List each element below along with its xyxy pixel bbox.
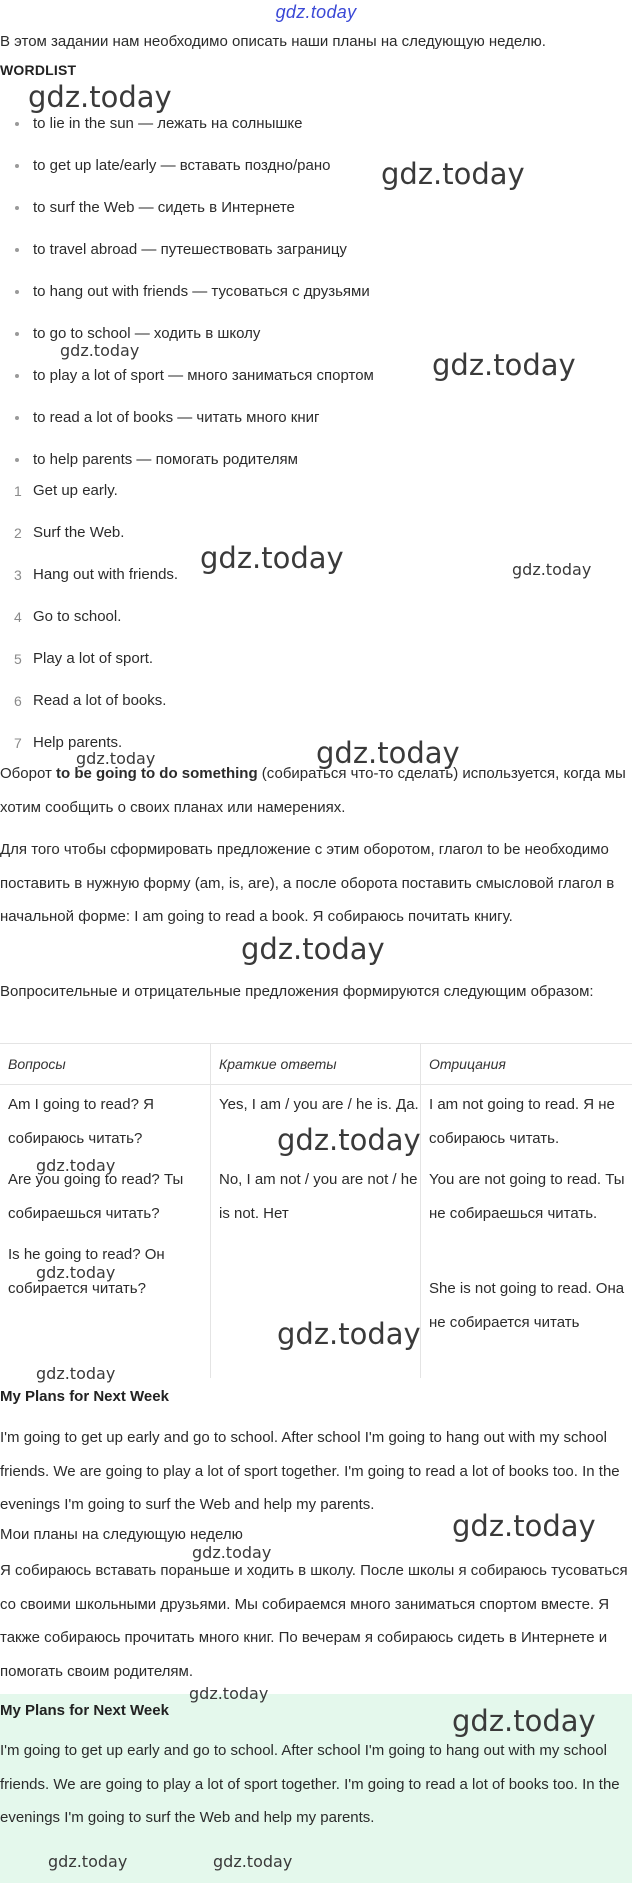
table-cell: Am I going to read? Я собираюсь читать? xyxy=(8,1096,154,1147)
table-column-questions xyxy=(0,1044,210,1378)
watermark: gdz.today xyxy=(192,1543,272,1562)
page-header xyxy=(0,0,632,30)
table-header: Краткие ответы xyxy=(219,1056,337,1072)
bullet-icon xyxy=(15,416,19,420)
grammar-paragraph-3: Вопросительные и отрицательные предложения формируются следующим образом: xyxy=(0,983,594,1000)
bullet-icon xyxy=(15,458,19,462)
watermark: gdz.today xyxy=(36,1263,116,1282)
watermark: gdz.today xyxy=(76,749,156,768)
table-cell: No, I am not / you are not / he is not. Нет xyxy=(219,1171,418,1222)
table-cell: I am not going to read. Я не собираюсь читать. xyxy=(429,1096,615,1147)
grammar-paragraph-2: Для того чтобы сформировать предложение с этим оборотом, глагол to be необходимо поставить в нужную форму (am, is, are), а после оборота поставить смысловой глагол в начальной форме: I am going to read a book. Я собираюсь почитать книгу. xyxy=(0,841,615,925)
watermark: gdz.today xyxy=(512,560,592,579)
plans-en-title: My Plans for Next Week xyxy=(0,1388,169,1405)
watermark: gdz.today xyxy=(381,157,525,191)
table-cell: Yes, I am / you are / he is. Да. xyxy=(219,1096,419,1113)
table-header: Отрицания xyxy=(429,1056,506,1072)
grammar-construction: to be going to do something xyxy=(56,765,258,782)
grammar-paragraph-1: Оборот to be going to do something (собираться что-то сделать) используется, когда мы хотим сообщить о своих планах или намерениях. xyxy=(0,765,626,816)
intro-text: В этом задании нам необходимо описать наши планы на следующую неделю. xyxy=(0,33,546,50)
watermark: gdz.today xyxy=(213,1852,293,1871)
table-column-negations xyxy=(420,1044,632,1378)
watermark: gdz.today xyxy=(60,341,140,360)
bullet-icon xyxy=(15,206,19,210)
bullet-icon xyxy=(15,164,19,168)
watermark: gdz.today xyxy=(48,1852,128,1871)
bullet-icon xyxy=(15,122,19,126)
plans-green-text: I'm going to get up early and go to school. After school I'm going to hang out with my school friends. We are going to play a lot of sport together. I'm going to read a lot of books too. In the evenings I'm going to surf the Web and help my parents. xyxy=(0,1742,620,1826)
plans-en-text: I'm going to get up early and go to school. After school I'm going to hang out with my school friends. We are going to play a lot of sport together. I'm going to read a lot of books too. In the evenings I'm going to surf the Web and help my parents. xyxy=(0,1429,620,1513)
bullet-icon xyxy=(15,332,19,336)
wordlist-title: WORDLIST xyxy=(0,62,77,78)
watermark: gdz.today xyxy=(189,1684,269,1703)
watermark: gdz.today xyxy=(36,1156,116,1175)
table-cell: Is he going to read? Он собирается читать? xyxy=(8,1246,165,1297)
watermark: gdz.today xyxy=(452,1509,596,1543)
site-logo[interactable]: gdz.today xyxy=(275,2,357,22)
watermark: gdz.today xyxy=(452,1704,596,1738)
watermark: gdz.today xyxy=(241,932,385,966)
table-header-divider xyxy=(0,1084,632,1085)
watermark: gdz.today xyxy=(316,736,460,770)
plans-green-title: My Plans for Next Week xyxy=(0,1702,169,1719)
table-cell: You are not going to read. Ты не собираешься читать. xyxy=(429,1171,625,1222)
watermark: gdz.today xyxy=(36,1364,116,1383)
bullet-icon xyxy=(15,248,19,252)
watermark: gdz.today xyxy=(28,80,172,114)
watermark: gdz.today xyxy=(277,1317,421,1351)
bullet-icon xyxy=(15,290,19,294)
watermark: gdz.today xyxy=(432,348,576,382)
plans-ru-title: Мои планы на следующую неделю xyxy=(0,1526,243,1543)
plans-ru-text: Я собираюсь вставать пораньше и ходить в школу. После школы я собираюсь тусоваться со своими школьными друзьями. Мы собираемся много заниматься спортом вместе. Я также собираюсь прочитать много книг. По вечерам я собираюсь сидеть в Интернете и помогать своим родителям. xyxy=(0,1562,628,1680)
table-header: Вопросы xyxy=(8,1056,66,1072)
watermark: gdz.today xyxy=(200,541,344,575)
table-cell: Are you going to read? Ты собираешься читать? xyxy=(8,1171,184,1222)
table-cell: She is not going to read. Она не собирается читать xyxy=(429,1280,625,1331)
bullet-icon xyxy=(15,374,19,378)
watermark: gdz.today xyxy=(277,1123,421,1157)
